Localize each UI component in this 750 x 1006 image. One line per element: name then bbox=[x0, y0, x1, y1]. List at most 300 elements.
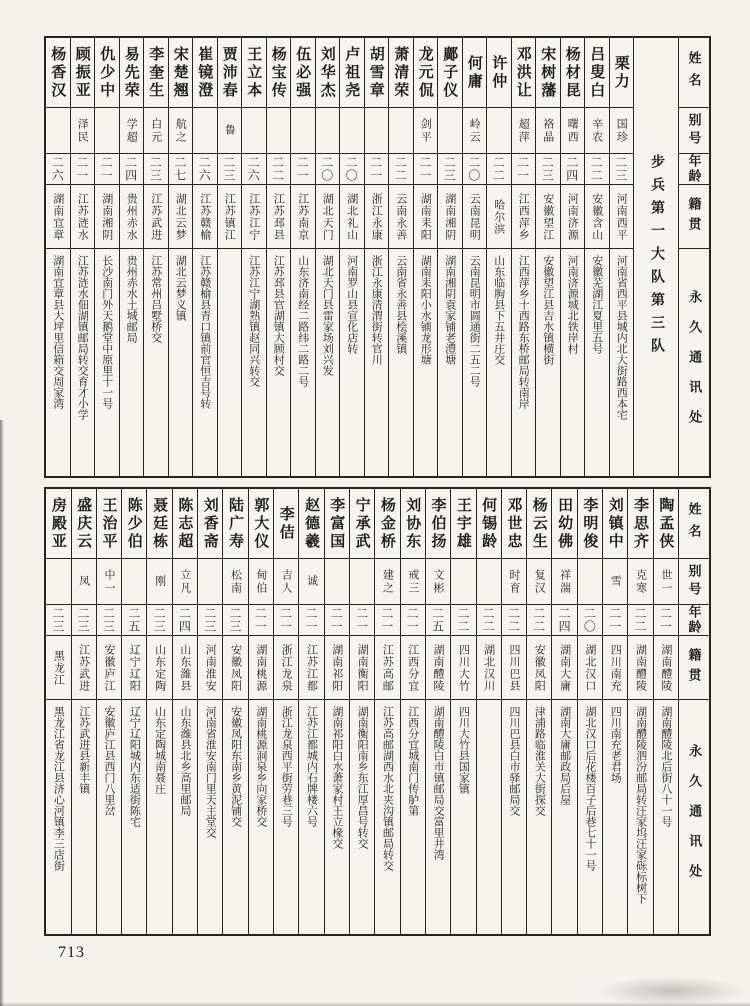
entry-native-place: 湖南宜章 bbox=[46, 185, 70, 249]
entry-address: 江西分宜城南门传胪第 bbox=[406, 706, 419, 816]
entry-column bbox=[584, 38, 609, 476]
entry-native-place: 湖北汉口 bbox=[578, 636, 602, 700]
entry-column bbox=[46, 38, 70, 476]
entry-alias: 祥湍 bbox=[552, 559, 576, 605]
entry-column bbox=[609, 38, 634, 476]
entry-address: 黑龙江省龙江县济心河镇李三店街 bbox=[52, 706, 65, 871]
entry-address: 江苏江都城内石牌楼六号 bbox=[305, 706, 318, 827]
entry-alias: 诚 bbox=[299, 559, 323, 605]
entry-native-place: 四川大竹 bbox=[451, 636, 475, 700]
entry-alias: 时育 bbox=[502, 559, 526, 605]
entry-native-place: 江苏邳县 bbox=[267, 185, 291, 249]
entry-column bbox=[462, 38, 487, 476]
entry-native-place: 四川南充 bbox=[603, 636, 627, 700]
entry-address: 津浦路临淮关大街探交 bbox=[533, 706, 546, 816]
entry-native-place: 湖南衡阳 bbox=[350, 636, 374, 700]
entry-native-place: 湖北云梦 bbox=[169, 185, 193, 249]
entry-name: 李富国 bbox=[325, 489, 349, 559]
entry-alias bbox=[340, 108, 364, 154]
entry-column bbox=[324, 489, 349, 934]
entry-alias: 曙西 bbox=[561, 108, 585, 154]
label-alias: 别号 bbox=[679, 108, 709, 154]
entry-native-place: 江西分宜 bbox=[401, 636, 425, 700]
entry-age: 二一 bbox=[603, 605, 627, 636]
entry-alias bbox=[451, 559, 475, 605]
entry-column bbox=[551, 489, 576, 934]
entry-age: 二二 bbox=[267, 154, 291, 185]
entry-name: 盛庆云 bbox=[72, 489, 96, 559]
entry-alias: 中一 bbox=[97, 559, 121, 605]
entry-age: 二〇 bbox=[340, 154, 364, 185]
entry-native-place: 江苏武进 bbox=[144, 185, 168, 249]
entry-address: 江苏涟水佃湖镇邮局转交育才小学 bbox=[76, 255, 89, 420]
entry-alias bbox=[267, 108, 291, 154]
entry-alias bbox=[193, 108, 217, 154]
entry-address: 湖南醴陵泗汾邮局转汪家坞汪家砾标树下 bbox=[634, 706, 647, 904]
entry-native-place: 河南济源 bbox=[561, 185, 585, 249]
entry-age: 二三 bbox=[438, 154, 462, 185]
page-number: 713 bbox=[58, 944, 85, 961]
entry-native-place: 湖北天门 bbox=[316, 185, 340, 249]
entry-age: 二二 bbox=[451, 605, 475, 636]
entry-age: 二三 bbox=[97, 605, 121, 636]
entry-native-place: 湖南醴陵 bbox=[426, 636, 450, 700]
entry-name: 伍必强 bbox=[291, 38, 315, 108]
entry-alias: 甸伯 bbox=[249, 559, 273, 605]
entry-name: 仇少中 bbox=[95, 38, 119, 108]
entry-native-place: 湖南醴陵 bbox=[628, 636, 652, 700]
entry-alias: 克寒 bbox=[628, 559, 652, 605]
entry-column bbox=[71, 489, 96, 934]
entry-address: 河南省西平县城内北大街路西本宅 bbox=[615, 255, 628, 420]
entry-column bbox=[197, 489, 222, 934]
entry-column bbox=[627, 489, 652, 934]
entry-native-place: 江苏高邮 bbox=[375, 636, 399, 700]
entry-name: 聂廷栋 bbox=[147, 489, 171, 559]
entry-name: 何锡龄 bbox=[477, 489, 501, 559]
entry-column bbox=[364, 38, 389, 476]
entry-column bbox=[400, 489, 425, 934]
entry-age: 二二 bbox=[487, 154, 511, 185]
entry-column bbox=[46, 489, 70, 934]
entry-age: 二一 bbox=[350, 605, 374, 636]
entry-age: 二三 bbox=[46, 605, 70, 636]
entry-column bbox=[374, 489, 399, 934]
entry-column bbox=[168, 38, 193, 476]
entry-name: 许仲 bbox=[487, 38, 511, 108]
entry-column bbox=[146, 489, 171, 934]
entry-column bbox=[437, 38, 462, 476]
entry-age: 二一 bbox=[291, 154, 315, 185]
entry-address: 江苏常州吕墅桥交 bbox=[149, 255, 162, 343]
entry-alias bbox=[350, 559, 374, 605]
entry-column bbox=[70, 38, 95, 476]
entry-age: 二六 bbox=[193, 154, 217, 185]
label-age: 年龄 bbox=[679, 605, 709, 636]
entry-native-place: 湖北汉川 bbox=[477, 636, 501, 700]
entry-alias: 剑平 bbox=[414, 108, 438, 154]
entry-column bbox=[349, 489, 374, 934]
entry-name: 陶孟侠 bbox=[654, 489, 678, 559]
entry-address: 浙江永康清渭街转官川 bbox=[370, 255, 383, 365]
entry-age: 二四 bbox=[552, 605, 576, 636]
entry-address: 湖南祁阳白水萧家村王立椽交 bbox=[330, 706, 343, 849]
entry-name: 田幼佛 bbox=[552, 489, 576, 559]
entry-native-place: 江苏江宁 bbox=[242, 185, 266, 249]
roster-table-top bbox=[44, 36, 711, 478]
entry-alias: 鲁 bbox=[218, 108, 242, 154]
entry-alias: 岭云 bbox=[463, 108, 487, 154]
entry-address: 长沙南门外天鹅堂中原里十一号 bbox=[100, 255, 113, 409]
entry-column bbox=[388, 38, 413, 476]
entry-address: 湖南耒阳小水铺龙形塘 bbox=[419, 255, 432, 365]
entry-native-place: 江苏南京 bbox=[291, 185, 315, 249]
entry-address: 江苏赣榆县青口镇前官恒吉号转 bbox=[198, 255, 211, 409]
entry-age: 二一 bbox=[274, 605, 298, 636]
entry-name: 刘华杰 bbox=[316, 38, 340, 108]
entry-name: 郭大仪 bbox=[249, 489, 273, 559]
entry-age: 二一 bbox=[95, 154, 119, 185]
entry-address: 河南省淮安南门里天主堂交 bbox=[204, 706, 217, 838]
entry-age: 二二 bbox=[477, 605, 501, 636]
entry-native-place: 哈尔滨 bbox=[487, 185, 511, 249]
entry-native-place: 江苏武进 bbox=[72, 636, 96, 700]
entry-column bbox=[273, 489, 298, 934]
entry-column bbox=[511, 38, 536, 476]
entry-address: 湖南醴陵白市镇邮局交富里井湾 bbox=[432, 706, 445, 860]
entry-native-place: 安徽望江 bbox=[536, 185, 560, 249]
entry-name: 邓洪让 bbox=[512, 38, 536, 108]
entry-name: 卢祖尧 bbox=[340, 38, 364, 108]
entry-native-place: 四川巴县 bbox=[502, 636, 526, 700]
entry-name: 杨材昆 bbox=[561, 38, 585, 108]
entry-age: 二三 bbox=[144, 154, 168, 185]
entry-native-place: 云南昆明 bbox=[463, 185, 487, 249]
entry-address: 江苏高邮湖西水北夹沟镇邮局转交 bbox=[381, 706, 394, 871]
entry-age: 二三 bbox=[610, 154, 634, 185]
entry-column bbox=[172, 489, 197, 934]
entry-address: 河南罗山县宣化店转 bbox=[345, 255, 358, 354]
entry-age: 二一 bbox=[401, 605, 425, 636]
entry-address: 湖北云梦义镇 bbox=[174, 255, 187, 321]
entry-native-place: 江苏镇江 bbox=[218, 185, 242, 249]
entry-address: 四川南充老君场 bbox=[609, 706, 622, 783]
entry-native-place: 河南淮安 bbox=[198, 636, 222, 700]
entry-name: 吕叟白 bbox=[585, 38, 609, 108]
entry-address: 湖北汉口后花楼百子后巷七十一号 bbox=[583, 706, 596, 871]
entry-address: 湖南衡阳南乡东江厚昌号转交 bbox=[356, 706, 369, 849]
entry-column bbox=[526, 489, 551, 934]
label-native: 籍贯 bbox=[679, 636, 709, 700]
entry-name: 萧清荣 bbox=[389, 38, 413, 108]
entry-address: 四川大竹县国家镇 bbox=[457, 706, 470, 794]
entry-alias: 白元 bbox=[144, 108, 168, 154]
entry-age: 二〇 bbox=[578, 605, 602, 636]
entry-alias bbox=[46, 108, 70, 154]
entry-column bbox=[560, 38, 585, 476]
entry-column bbox=[222, 489, 247, 934]
entry-column bbox=[425, 489, 450, 934]
entry-address: 山东潍县北乡高里邮局 bbox=[178, 706, 191, 816]
entry-name: 房殿亚 bbox=[46, 489, 70, 559]
entry-alias bbox=[389, 108, 413, 154]
entry-native-place: 浙江永康 bbox=[365, 185, 389, 249]
entry-column bbox=[96, 489, 121, 934]
entry-age: 二四 bbox=[561, 154, 585, 185]
entry-address: 山东临朐县下五井庄交 bbox=[492, 255, 505, 365]
entry-native-place: 江苏江都 bbox=[299, 636, 323, 700]
label-name: 姓名 bbox=[679, 38, 709, 108]
entry-address: 湖南桃源洞泉乡向家桥交 bbox=[254, 706, 267, 827]
entry-native-place: 湖南耒阳 bbox=[414, 185, 438, 249]
entry-native-place: 湖南湘阴 bbox=[95, 185, 119, 249]
entry-alias: 学超 bbox=[120, 108, 144, 154]
entry-alias: 雪 bbox=[603, 559, 627, 605]
entry-alias bbox=[95, 108, 119, 154]
entry-native-place: 云南永善 bbox=[389, 185, 413, 249]
entry-alias bbox=[487, 108, 511, 154]
label-address: 永久通讯处 bbox=[687, 744, 703, 894]
entry-column bbox=[192, 38, 217, 476]
entry-address: 云南昆明市圆通街二五二号 bbox=[468, 255, 481, 387]
entry-name: 胡雪章 bbox=[365, 38, 389, 108]
entry-name: 李奎生 bbox=[144, 38, 168, 108]
entry-age: 二四 bbox=[120, 154, 144, 185]
entry-alias: 刚 bbox=[147, 559, 171, 605]
entry-name: 李思齐 bbox=[628, 489, 652, 559]
scan-corner-smudge bbox=[596, 976, 746, 1006]
entry-name: 杨香汉 bbox=[46, 38, 70, 108]
entry-name: 杨金桥 bbox=[375, 489, 399, 559]
entry-age: 二〇 bbox=[463, 154, 487, 185]
entry-column bbox=[413, 38, 438, 476]
entry-column bbox=[653, 489, 678, 934]
entry-native-place: 湖南祁阳 bbox=[325, 636, 349, 700]
entry-native-place: 山东潍县 bbox=[173, 636, 197, 700]
entry-name: 鄺子仪 bbox=[438, 38, 462, 108]
entry-age: 二一 bbox=[249, 605, 273, 636]
entry-column bbox=[94, 38, 119, 476]
entry-address: 安徽凤阳东南乡黄泥铺交 bbox=[229, 706, 242, 827]
entry-alias: 国珍 bbox=[610, 108, 634, 154]
entry-address: 江苏武进县新丰镇 bbox=[77, 706, 90, 794]
entry-native-place: 安徽庐江 bbox=[97, 636, 121, 700]
entry-age: 二二 bbox=[585, 154, 609, 185]
entry-address: 江苏邳县官湖镇大顾村交 bbox=[272, 255, 285, 376]
entry-address: 湖北天门县雷家场刘兴发 bbox=[321, 255, 334, 376]
entry-alias bbox=[198, 559, 222, 605]
entry-address: 安徽庐江县西门八里岔 bbox=[103, 706, 116, 816]
entry-alias bbox=[325, 559, 349, 605]
entry-name: 易先荣 bbox=[120, 38, 144, 108]
entry-address bbox=[477, 700, 501, 934]
entry-age: 二三 bbox=[218, 154, 242, 185]
entry-native-place: 河南西平 bbox=[610, 185, 634, 249]
entry-age: 二一 bbox=[654, 605, 678, 636]
entry-name: 李佶 bbox=[274, 489, 298, 559]
entry-native-place: 江西萍乡 bbox=[512, 185, 536, 249]
entry-alias bbox=[242, 108, 266, 154]
entry-age: 二二 bbox=[502, 605, 526, 636]
entry-age: 二二 bbox=[389, 154, 413, 185]
entry-address: 湖南大庸邮政局后屋 bbox=[558, 706, 571, 805]
label-native: 籍贯 bbox=[679, 185, 709, 249]
entry-native-place: 安徽含山 bbox=[585, 185, 609, 249]
entry-name: 李伯扬 bbox=[426, 489, 450, 559]
entry-age: 二一 bbox=[325, 605, 349, 636]
entry-address: 辽宁辽阳城内东适街陈宅 bbox=[128, 706, 141, 827]
entry-column bbox=[266, 38, 291, 476]
entry-column bbox=[143, 38, 168, 476]
entry-address: 安徽芜湖江夏里五号 bbox=[590, 255, 603, 354]
entry-alias bbox=[438, 108, 462, 154]
entry-name: 宁承武 bbox=[350, 489, 374, 559]
entry-address: 云南省永善县桧溪镇 bbox=[394, 255, 407, 354]
entry-native-place: 浙江龙泉 bbox=[274, 636, 298, 700]
entry-age: 二一 bbox=[365, 154, 389, 185]
entry-address: 安徽望江县吉水镇横街 bbox=[541, 255, 554, 365]
entry-alias: 吉人 bbox=[274, 559, 298, 605]
entry-alias: 复汉 bbox=[527, 559, 551, 605]
entry-alias bbox=[365, 108, 389, 154]
entry-alias: 航之 bbox=[169, 108, 193, 154]
entry-native-place: 湖北礼山 bbox=[340, 185, 364, 249]
entry-columns-top bbox=[46, 38, 633, 476]
entry-address: 贵州赤水土城邮局 bbox=[125, 255, 138, 343]
entry-native-place: 江苏涟水 bbox=[71, 185, 95, 249]
entry-address: 河南济源城北铁岸村 bbox=[566, 255, 579, 354]
entry-alias bbox=[122, 559, 146, 605]
entry-address: 江苏江宁湖熟镇赵同兴转交 bbox=[247, 255, 260, 387]
entry-native-place: 湖南大庸 bbox=[552, 636, 576, 700]
entry-alias: 文彬 bbox=[426, 559, 450, 605]
entry-name: 何庸 bbox=[463, 38, 487, 108]
entry-address: 湖南宜章县大坪里信箱交周家湾 bbox=[51, 255, 64, 409]
entry-address: 山东济南经二路纬二路二号 bbox=[296, 255, 309, 387]
entry-age: 二七 bbox=[169, 154, 193, 185]
entry-column bbox=[602, 489, 627, 934]
entry-age: 二二 bbox=[628, 605, 652, 636]
entry-name: 龙元侃 bbox=[414, 38, 438, 108]
entry-native-place: 湖南桃源 bbox=[249, 636, 273, 700]
label-alias: 别号 bbox=[679, 559, 709, 605]
entry-column bbox=[298, 489, 323, 934]
entry-column bbox=[535, 38, 560, 476]
entry-name: 赵德羲 bbox=[299, 489, 323, 559]
header-label-column-top bbox=[678, 38, 709, 476]
entry-age: 二三 bbox=[536, 154, 560, 185]
entry-native-place: 安徽凤阳 bbox=[223, 636, 247, 700]
entry-address: 山东定陶城南聂庄 bbox=[153, 706, 166, 794]
entry-address bbox=[218, 249, 242, 476]
entry-name: 李明俊 bbox=[578, 489, 602, 559]
roster-table-bottom bbox=[44, 487, 711, 936]
entry-alias: 建之 bbox=[375, 559, 399, 605]
entry-address: 浙江龙泉西平街劳巷三号 bbox=[280, 706, 293, 827]
entry-column bbox=[217, 38, 242, 476]
entry-column bbox=[577, 489, 602, 934]
entry-native-place: 湖南湘阴 bbox=[438, 185, 462, 249]
header-label-column-bottom bbox=[678, 489, 709, 934]
entry-name: 陆广寿 bbox=[223, 489, 247, 559]
entry-native-place: 黑龙江 bbox=[46, 636, 70, 700]
entry-name: 贾沛春 bbox=[218, 38, 242, 108]
entry-age: 二五 bbox=[122, 605, 146, 636]
entry-age: 二二 bbox=[527, 605, 551, 636]
entry-name: 邓世忠 bbox=[502, 489, 526, 559]
entry-native-place: 安徽凤阳 bbox=[527, 636, 551, 700]
entry-native-place: 湖南醴陵 bbox=[654, 636, 678, 700]
entry-alias bbox=[578, 559, 602, 605]
entry-age: 二三 bbox=[72, 605, 96, 636]
entry-column bbox=[339, 38, 364, 476]
entry-address: 江西萍乡十西路东桥邮局转南岸 bbox=[517, 255, 530, 409]
entry-age: 二一 bbox=[71, 154, 95, 185]
entry-column bbox=[501, 489, 526, 934]
entry-age: 二〇 bbox=[316, 154, 340, 185]
entry-name: 杨云生 bbox=[527, 489, 551, 559]
entry-native-place: 山东定陶 bbox=[147, 636, 171, 700]
entry-age: 二六 bbox=[242, 154, 266, 185]
unit-designation-column: 步兵第一大队第三队 bbox=[633, 38, 678, 476]
entry-name: 刘镇中 bbox=[603, 489, 627, 559]
entry-alias bbox=[291, 108, 315, 154]
entry-age: 二四 bbox=[173, 605, 197, 636]
entry-column bbox=[121, 489, 146, 934]
entry-name: 崔镜澄 bbox=[193, 38, 217, 108]
entry-alias: 袼晶 bbox=[536, 108, 560, 154]
entry-column bbox=[486, 38, 511, 476]
entry-alias bbox=[477, 559, 501, 605]
entry-alias: 泽民 bbox=[71, 108, 95, 154]
entry-alias: 世一 bbox=[654, 559, 678, 605]
entry-age: 二三 bbox=[147, 605, 171, 636]
entry-column bbox=[476, 489, 501, 934]
entry-name: 顾振亚 bbox=[71, 38, 95, 108]
entry-age: 二一 bbox=[375, 605, 399, 636]
entry-alias: 立凡 bbox=[173, 559, 197, 605]
entry-age: 二三 bbox=[198, 605, 222, 636]
entry-age: 二一 bbox=[512, 154, 536, 185]
entry-column bbox=[248, 489, 273, 934]
entry-address: 湖南湘阴袁家铺老澧塘 bbox=[443, 255, 456, 365]
entry-column bbox=[315, 38, 340, 476]
entry-name: 王宇雄 bbox=[451, 489, 475, 559]
entry-name: 杨宝传 bbox=[267, 38, 291, 108]
entry-name: 陈志超 bbox=[173, 489, 197, 559]
entry-columns-bottom bbox=[46, 489, 678, 934]
entry-alias bbox=[316, 108, 340, 154]
entry-name: 刘香斋 bbox=[198, 489, 222, 559]
entry-column bbox=[450, 489, 475, 934]
entry-column bbox=[290, 38, 315, 476]
entry-native-place: 辽宁辽阳 bbox=[122, 636, 146, 700]
entry-age: 二一 bbox=[414, 154, 438, 185]
entry-name: 刘协东 bbox=[401, 489, 425, 559]
entry-address: 湖南醴陵北后街八十一号 bbox=[659, 706, 672, 827]
entry-age: 二三 bbox=[223, 605, 247, 636]
entry-name: 王治平 bbox=[97, 489, 121, 559]
entry-column bbox=[119, 38, 144, 476]
entry-native-place: 贵州赤水 bbox=[120, 185, 144, 249]
entry-alias: 松南 bbox=[223, 559, 247, 605]
entry-age: 二六 bbox=[46, 154, 70, 185]
scan-edge-shadow-left bbox=[0, 420, 4, 1006]
entry-alias: 凤 bbox=[72, 559, 96, 605]
label-address: 永久通讯处 bbox=[687, 289, 703, 440]
label-age: 年龄 bbox=[679, 154, 709, 185]
entry-address: 四川巴县白市驿邮局交 bbox=[508, 706, 521, 816]
